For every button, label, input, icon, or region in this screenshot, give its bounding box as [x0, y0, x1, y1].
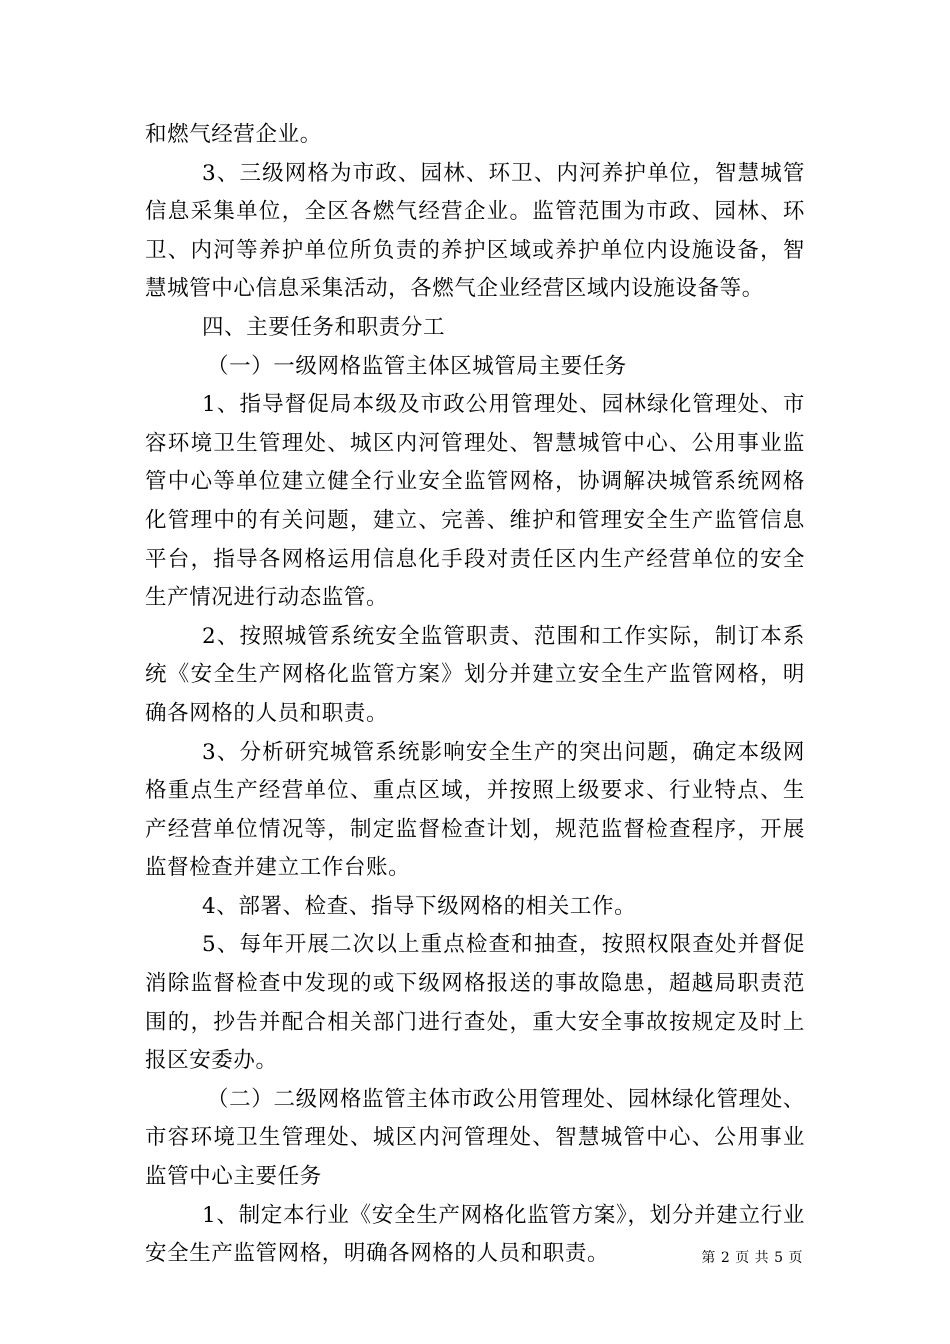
- subsection-heading-1: （一）一级网格监管主体区城管局主要任务: [207, 353, 627, 379]
- paragraph-task-3: 3、分析研究城管系统影响安全生产的突出问题，确定本级网格重点生产经营单位、重点区域，并按照上级要求、行业特点、生产经营单位情况等，制定监督检查计划，规范监督检查程序，开展监督检查并建立工作台账。: [145, 739, 805, 881]
- paragraph-1: 和燃气经营企业。: [145, 122, 322, 147]
- subsection-heading-2: （二）二级网格监管主体市政公用管理处、园林绿化管理处、市容环境卫生管理处、城区内河管理处、智慧城管中心、公用事业监管中心主要任务: [145, 1086, 805, 1190]
- paragraph-task-4: 4、部署、检查、指导下级网格的相关工作。: [202, 893, 637, 919]
- paragraph-task-1: 1、指导督促局本级及市政公用管理处、园林绿化管理处、市容环境卫生管理处、城区内河管理处、智慧城管中心、公用事业监管中心等单位建立健全行业安全监管网格，协调解决城管系统网格化管理中的有关问题，建立、完善、维护和管理安全生产监管信息平台，指导各网格运用信息化手段对责任区内生产经营单位的安全生产情况进行动态监管。: [145, 392, 805, 611]
- section-heading-4: 四、主要任务和职责分工: [202, 314, 446, 340]
- paragraph-subtask-1: 1、制定本行业《安全生产网格化监管方案》，划分并建立行业安全生产监管网格，明确各网格的人员和职责。: [145, 1202, 805, 1267]
- paragraph-task-2: 2、按照城管系统安全监管职责、范围和工作实际，制订本系统《安全生产网格化监管方案》划分并建立安全生产监管网格，明确各网格的人员和职责。: [145, 623, 805, 726]
- paragraph-task-5: 5、每年开展二次以上重点检查和抽查，按照权限查处并督促消除监督检查中发现的或下级网格报送的事故隐患，超越局职责范围的，抄告并配合相关部门进行查处，重大安全事故按规定及时上报区安委办。: [145, 932, 805, 1074]
- page-number-footer: 第 2 页 共 5 页: [701, 1250, 803, 1266]
- paragraph-2: 3、三级网格为市政、园林、环卫、内河养护单位，智慧城管信息采集单位，全区各燃气经营企业。监管范围为市政、园林、环卫、内河等养护单位所负责的养护区域或养护单位内设施设备，智慧城管中心信息采集活动，各燃气企业经营区域内设施设备等。: [145, 160, 805, 302]
- document-body: [145, 116, 805, 1274]
